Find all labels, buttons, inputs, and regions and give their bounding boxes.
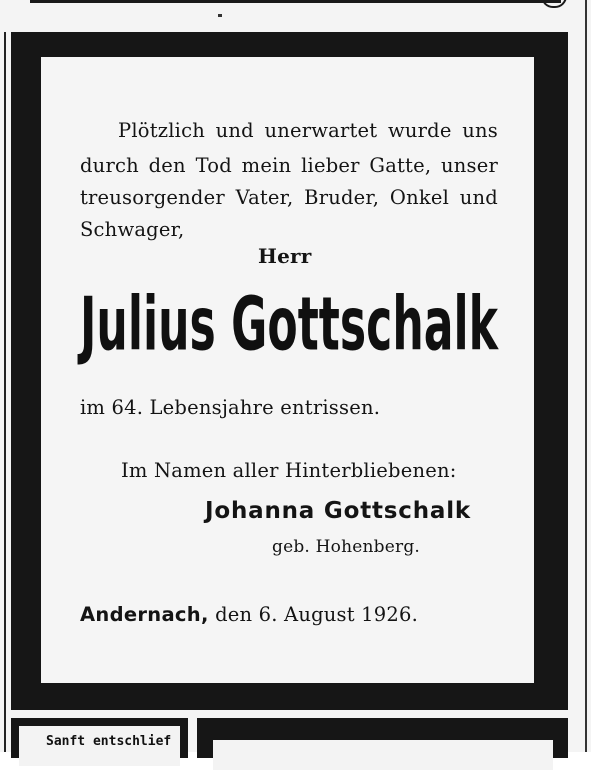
print-speck [218, 14, 222, 17]
page-top-ornament [541, 0, 567, 8]
deceased-name-text: Julius Gottschalk [80, 281, 498, 368]
announcement-line-3: treusorgender Vater, Bruder, Onkel und [80, 186, 498, 209]
adjacent-notice-right [213, 740, 553, 770]
notice-date: den 6. August 1926. [215, 603, 419, 626]
age-line: im 64. Lebensjahre entrissen. [80, 396, 381, 419]
on-behalf-line: Im Namen aller Hinterbliebenen: [121, 459, 457, 482]
deceased-name [80, 275, 498, 376]
place-name: Andernach, [80, 603, 209, 626]
announcement-line-1: Plötzlich und unerwartet wurde uns [118, 119, 498, 142]
maiden-name: geb. Hohenberg. [272, 537, 421, 557]
right-column-rule [585, 0, 587, 752]
announcement-line-2: durch den Tod mein lieber Gatte, unser [80, 154, 498, 177]
adjacent-notice-left-heading: Sanft entschlief [46, 734, 172, 749]
place-date-line [80, 603, 418, 627]
left-column-rule [4, 32, 6, 752]
widow-name: Johanna Gottschalk [205, 498, 471, 524]
announcement-line-4: Schwager, [80, 218, 185, 241]
honorific: Herr [258, 244, 312, 268]
page-top-rule [30, 0, 561, 3]
